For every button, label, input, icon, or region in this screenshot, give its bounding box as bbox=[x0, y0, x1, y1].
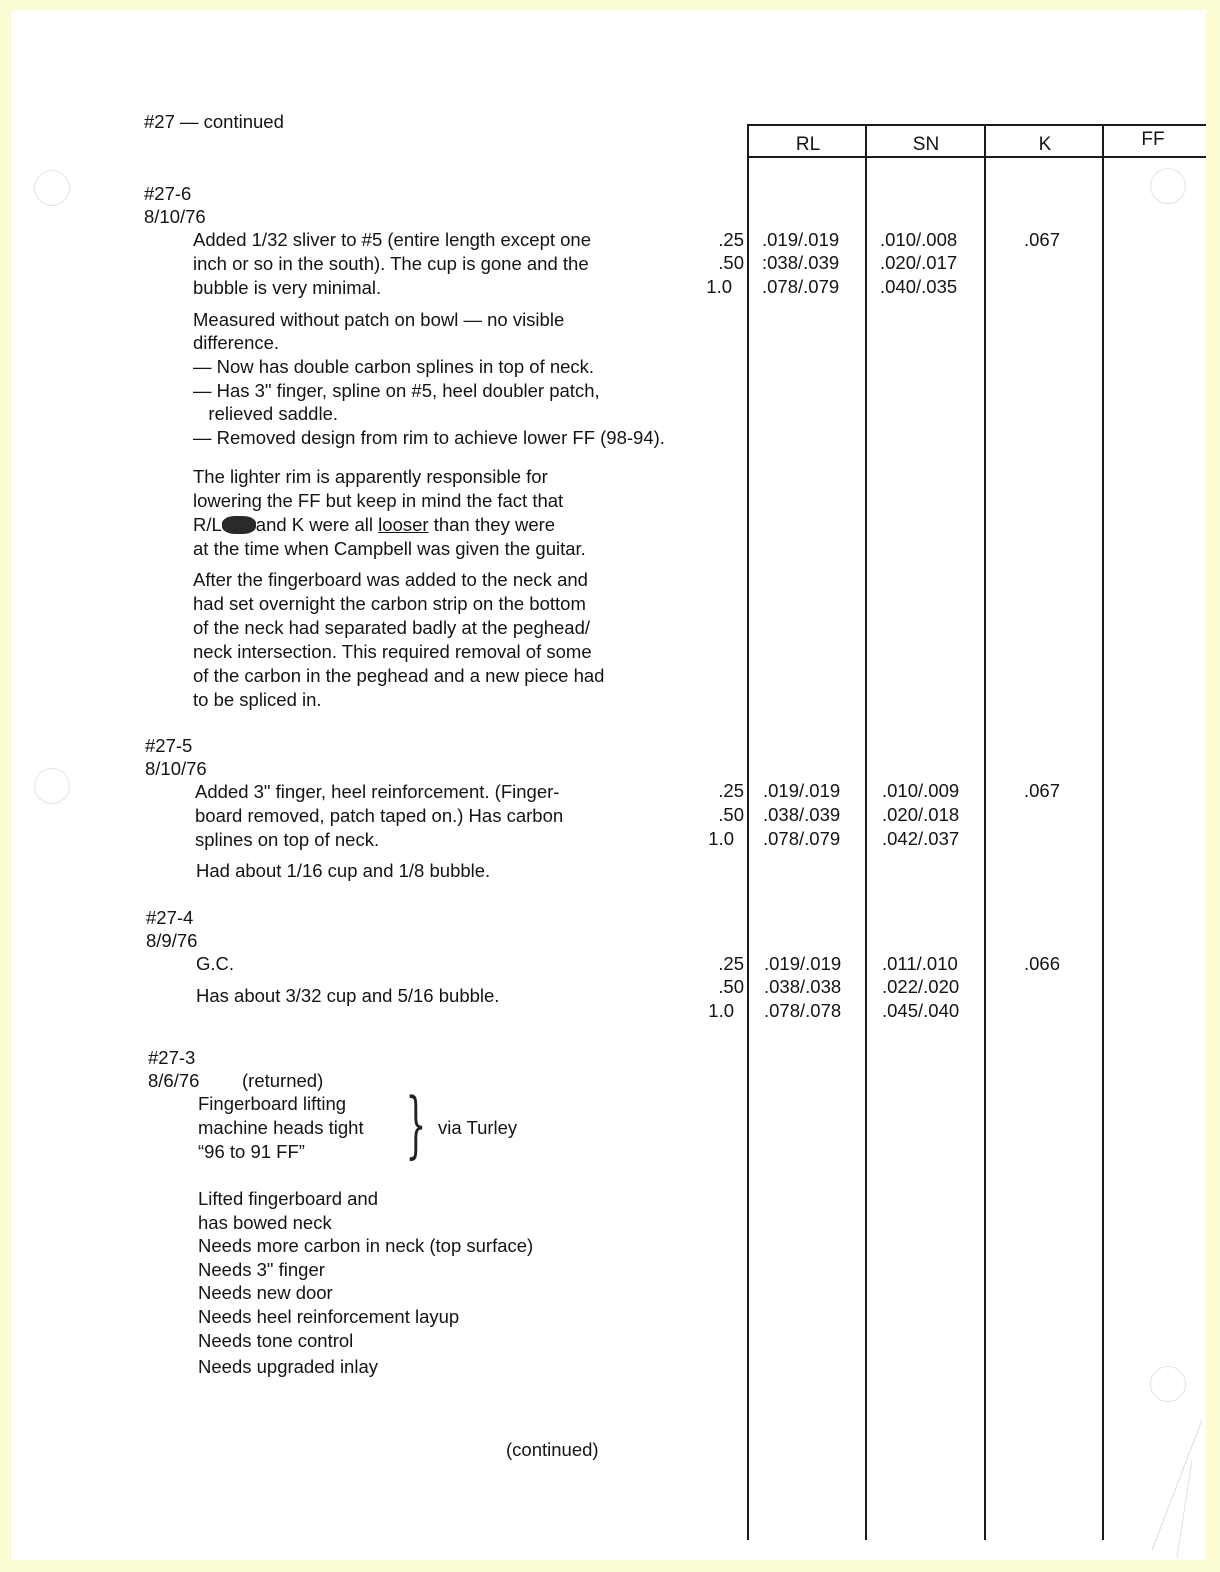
rl-value: .078/.079 bbox=[763, 828, 841, 849]
list-item: Needs upgraded inlay bbox=[198, 1356, 378, 1377]
paragraph-line bbox=[193, 513, 555, 537]
rl-value: .038/.038 bbox=[764, 976, 842, 997]
entry-body-line: G.C. bbox=[196, 953, 235, 974]
table-line-3 bbox=[984, 124, 986, 1540]
table-top-rule bbox=[747, 124, 1206, 126]
sn-value: .020/.018 bbox=[882, 804, 960, 825]
entry-date: 8/9/76 bbox=[146, 930, 198, 951]
sn-value: .040/.035 bbox=[880, 276, 958, 297]
col-header-sn: SN bbox=[912, 134, 940, 155]
braced-line: Fingerboard lifting bbox=[198, 1093, 347, 1114]
entry-body-line: splines on top of neck. bbox=[195, 829, 380, 850]
punch-hole-right-top bbox=[1150, 168, 1186, 204]
paragraph-line: lowering the FF but keep in mind the fact that bbox=[193, 490, 564, 511]
bullet-item: — Now has double carbon splines in top of neck. bbox=[193, 356, 595, 377]
paragraph-line: had set overnight the carbon strip on the bottom bbox=[193, 593, 586, 614]
entry-id: #27-3 bbox=[148, 1047, 196, 1068]
entry-body-line: Added 3" finger, heel reinforcement. (Finger- bbox=[195, 781, 560, 802]
punch-hole-left-mid bbox=[34, 768, 70, 804]
braced-line: “96 to 91 FF” bbox=[198, 1141, 305, 1162]
load-value: 1.0 bbox=[708, 828, 734, 849]
document-page bbox=[12, 10, 1206, 1560]
text-and-k: and K were all bbox=[255, 514, 379, 535]
entry-id: #27-6 bbox=[144, 183, 192, 204]
col-header-rl: RL bbox=[795, 134, 821, 155]
sn-value: .010/.008 bbox=[880, 229, 958, 250]
load-value: .25 bbox=[718, 229, 744, 250]
entry-note-line: Has about 3/32 cup and 5/16 bubble. bbox=[196, 985, 500, 1006]
table-line-4 bbox=[1102, 124, 1104, 1540]
entry-date: 8/10/76 bbox=[144, 206, 206, 227]
rl-value: .019/.019 bbox=[764, 953, 842, 974]
k-value: .067 bbox=[1024, 229, 1061, 250]
paragraph-line: of the neck had separated badly at the peghead/ bbox=[193, 617, 591, 638]
bullet-item: — Removed design from rim to achieve lower FF (98-94). bbox=[193, 427, 665, 448]
entry-body-line: Added 1/32 sliver to #5 (entire length except one bbox=[193, 229, 592, 250]
list-item: has bowed neck bbox=[198, 1212, 332, 1233]
k-value: .067 bbox=[1024, 780, 1061, 801]
rl-value: .038/.039 bbox=[763, 804, 841, 825]
braced-line: machine heads tight bbox=[198, 1117, 364, 1138]
rl-value: .019/.019 bbox=[763, 780, 841, 801]
sn-value: .045/.040 bbox=[882, 1000, 960, 1021]
entry-status: (returned) bbox=[242, 1070, 324, 1091]
underlined-looser: looser bbox=[378, 514, 429, 535]
rl-value: .078/.079 bbox=[762, 276, 840, 297]
load-value: 1.0 bbox=[708, 1000, 734, 1021]
paragraph-line: at the time when Campbell was given the guitar. bbox=[193, 538, 586, 559]
paragraph-line: to be spliced in. bbox=[193, 689, 322, 710]
list-item: Needs new door bbox=[198, 1282, 333, 1303]
via-turley: via Turley bbox=[438, 1117, 518, 1138]
entry-note-line: Had about 1/16 cup and 1/8 bubble. bbox=[196, 860, 491, 881]
sn-value: .042/.037 bbox=[882, 828, 960, 849]
fold-marks bbox=[1132, 1410, 1206, 1560]
sn-value: .022/.020 bbox=[882, 976, 960, 997]
footer-continued: (continued) bbox=[506, 1439, 599, 1460]
sn-value: .011/.010 bbox=[882, 953, 958, 974]
table-line-1 bbox=[747, 124, 749, 1540]
entry-note-line: difference. bbox=[193, 332, 280, 353]
rl-value: :038/.039 bbox=[762, 252, 840, 273]
table-header-rule bbox=[747, 156, 1206, 158]
scribbled-out-word bbox=[222, 516, 256, 534]
list-item: Needs tone control bbox=[198, 1330, 354, 1351]
load-value: 1.0 bbox=[706, 276, 732, 297]
rl-value: .019/.019 bbox=[762, 229, 840, 250]
entry-note-line: Measured without patch on bowl — no visible bbox=[193, 309, 565, 330]
load-value: .25 bbox=[718, 780, 744, 801]
table-line-2 bbox=[865, 124, 867, 1540]
rl-value: .078/.078 bbox=[764, 1000, 842, 1021]
load-value: .50 bbox=[718, 976, 744, 997]
page-header: #27 — continued bbox=[144, 111, 284, 132]
load-value: .25 bbox=[718, 953, 744, 974]
punch-hole-right-bottom bbox=[1150, 1366, 1186, 1402]
entry-body-line: bubble is very minimal. bbox=[193, 277, 382, 298]
paragraph-line: The lighter rim is apparently responsible for bbox=[193, 466, 548, 487]
paragraph-line: of the carbon in the peghead and a new piece had bbox=[193, 665, 605, 686]
paragraph-line: neck intersection. This required removal of some bbox=[193, 641, 592, 662]
entry-body-line: board removed, patch taped on.) Has carbon bbox=[195, 805, 564, 826]
load-value: .50 bbox=[718, 252, 744, 273]
k-value: .066 bbox=[1024, 953, 1061, 974]
paragraph-line: After the fingerboard was added to the neck and bbox=[193, 569, 588, 590]
sn-value: .020/.017 bbox=[880, 252, 958, 273]
bullet-item: — Has 3" finger, spline on #5, heel doubler patch, bbox=[193, 380, 600, 401]
entry-date: 8/6/76 bbox=[148, 1070, 200, 1091]
punch-hole-left-top bbox=[34, 170, 70, 206]
list-item: Lifted fingerboard and bbox=[198, 1188, 378, 1209]
load-value: .50 bbox=[718, 804, 744, 825]
text-rl: R/L bbox=[193, 514, 222, 535]
entry-id: #27-4 bbox=[146, 907, 194, 928]
entry-date: 8/10/76 bbox=[145, 758, 207, 779]
list-item: Needs 3" finger bbox=[198, 1259, 325, 1280]
text-than-they-were: than they were bbox=[428, 514, 556, 535]
entry-id: #27-5 bbox=[145, 735, 193, 756]
bullet-item: relieved saddle. bbox=[193, 403, 339, 424]
sn-value: .010/.009 bbox=[882, 780, 960, 801]
list-item: Needs more carbon in neck (top surface) bbox=[198, 1235, 534, 1256]
list-item: Needs heel reinforcement layup bbox=[198, 1306, 460, 1327]
col-header-k: K bbox=[1038, 134, 1052, 155]
entry-body-line: inch or so in the south). The cup is gone and the bbox=[193, 253, 589, 274]
curly-brace: } bbox=[405, 1082, 427, 1166]
col-header-ff: FF bbox=[1141, 129, 1165, 150]
